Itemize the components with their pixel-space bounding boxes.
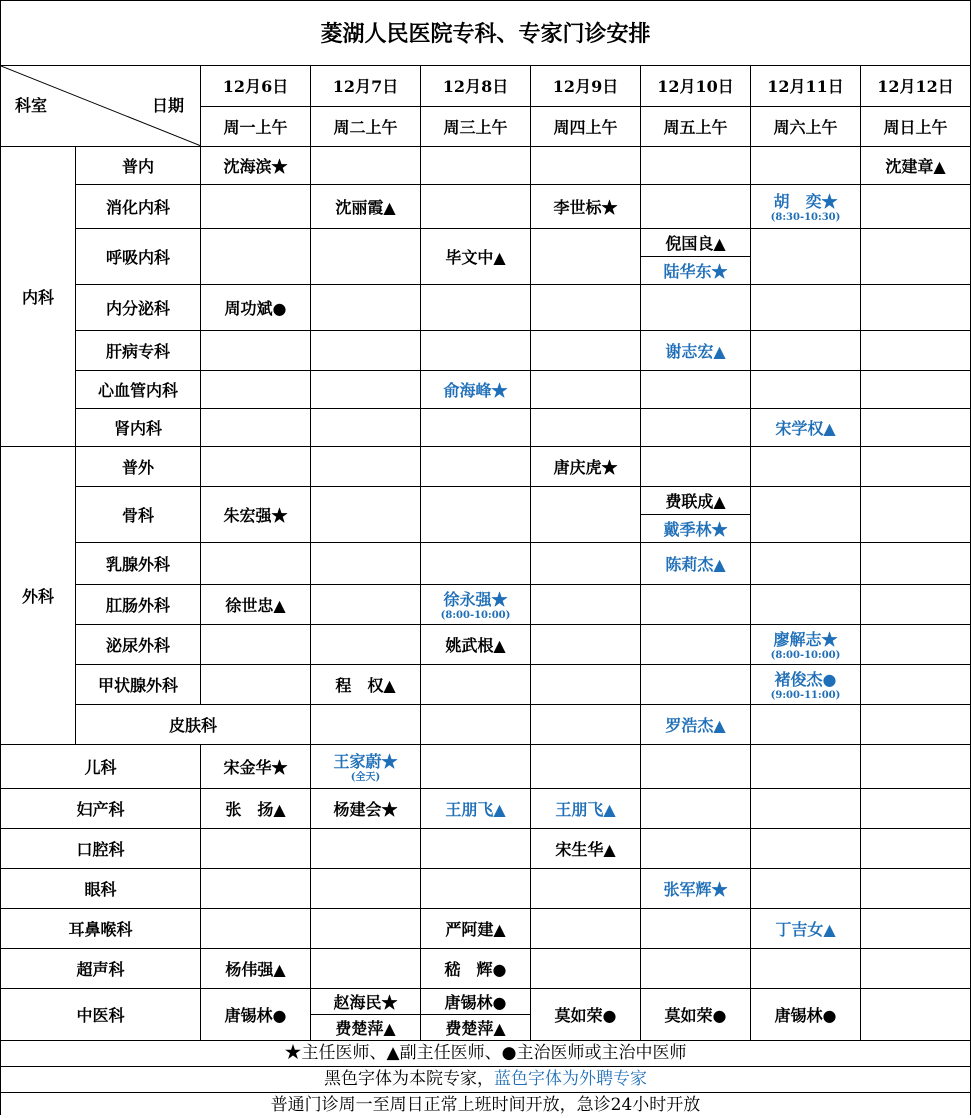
group-waike: 外科 [1, 446, 76, 744]
doctor-cell: 李世标★ [531, 184, 641, 228]
doctor-cell-external [421, 584, 531, 624]
doctor-cell-external: 王朋飞▲ [421, 788, 531, 828]
doctor-cell-external: 谢志宏▲ [641, 330, 751, 370]
header-corner [1, 66, 201, 146]
dept-label: 乳腺外科 [76, 542, 201, 584]
doctor-cell: 徐世忠▲ [201, 584, 311, 624]
doctor-cell: 倪国良▲ [641, 228, 751, 256]
doctor-cell: 沈建章▲ [861, 146, 971, 184]
dept-label: 骨科 [76, 486, 201, 542]
doctor-name: 徐永强★ [443, 590, 508, 609]
doctor-name: 胡 奕★ [773, 192, 838, 211]
doctor-cell: 唐锡林● [421, 988, 531, 1014]
dept-label: 耳鼻喉科 [1, 908, 201, 948]
doctor-cell: 宋生华▲ [531, 828, 641, 868]
doctor-name: 褚俊杰● [774, 670, 837, 689]
clinic-time: (8:00-10:00) [440, 610, 511, 621]
weekday-cell: 周三上午 [421, 106, 531, 146]
dept-label: 普内 [76, 146, 201, 184]
date-cell: 12月11日 [751, 66, 861, 106]
dept-label: 儿科 [1, 744, 201, 788]
note-black: 黑色字体为本院专家， [324, 1068, 494, 1089]
doctor-cell-external: 罗浩杰▲ [641, 704, 751, 744]
dept-label: 泌尿外科 [76, 624, 201, 664]
clinic-time: (8:00-10:00) [770, 650, 841, 661]
dept-label: 心血管内科 [76, 370, 201, 408]
doctor-cell: 杨建会★ [311, 788, 421, 828]
doctor-cell: 嵇 辉● [421, 948, 531, 988]
doctor-cell-external [311, 744, 421, 788]
clinic-time: (9:00-11:00) [770, 690, 841, 701]
date-cell: 12月7日 [311, 66, 421, 106]
dept-label: 超声科 [1, 948, 201, 988]
doctor-cell-external [751, 184, 861, 228]
dept-label: 普外 [76, 446, 201, 486]
doctor-cell: 朱宏强★ [201, 486, 311, 542]
hours-line: 普通门诊周一至周日正常上班时间开放，急诊24小时开放 [1, 1092, 970, 1118]
doctor-cell: 杨伟强▲ [201, 948, 311, 988]
doctor-cell: 宋金华★ [201, 744, 311, 788]
page-title: 菱湖人民医院专科、专家门诊安排 [1, 1, 970, 66]
footer-notes [1, 1041, 970, 1118]
doctor-cell: 毕文中▲ [421, 228, 531, 284]
doctor-cell: 莫如荣● [531, 988, 641, 1040]
doctor-cell: 周功斌● [201, 284, 311, 330]
dept-label: 甲状腺外科 [76, 664, 201, 704]
doctor-cell: 姚武根▲ [421, 624, 531, 664]
dept-label: 中医科 [1, 988, 201, 1040]
doctor-cell: 沈丽霞▲ [311, 184, 421, 228]
weekday-cell: 周日上午 [861, 106, 971, 146]
dept-label: 眼科 [1, 868, 201, 908]
dept-label: 皮肤科 [76, 704, 311, 744]
doctor-cell-external: 王朋飞▲ [531, 788, 641, 828]
dept-label: 消化内科 [76, 184, 201, 228]
doctor-cell: 唐锡林● [751, 988, 861, 1040]
doctor-cell: 莫如荣● [641, 988, 751, 1040]
note-blue: 蓝色字体为外聘专家 [494, 1068, 647, 1089]
weekday-cell: 周五上午 [641, 106, 751, 146]
doctor-cell: 费楚萍▲ [311, 1014, 421, 1040]
doctor-cell-external [751, 664, 861, 704]
doctor-cell-external: 宋学权▲ [751, 408, 861, 446]
date-cell: 12月6日 [201, 66, 311, 106]
dept-label: 肛肠外科 [76, 584, 201, 624]
date-cell: 12月8日 [421, 66, 531, 106]
doctor-cell-external: 丁吉女▲ [751, 908, 861, 948]
doctor-cell: 严阿建▲ [421, 908, 531, 948]
doctor-cell: 张 扬▲ [201, 788, 311, 828]
doctor-name: 廖解志★ [773, 630, 838, 649]
date-cell: 12月12日 [861, 66, 971, 106]
dept-label: 口腔科 [1, 828, 201, 868]
dept-label: 妇产科 [1, 788, 201, 828]
dept-label: 肝病专科 [76, 330, 201, 370]
dept-header-label: 科室 [15, 96, 48, 115]
clinic-time: (8:30-10:30) [770, 212, 841, 223]
doctor-cell: 唐庆虎★ [531, 446, 641, 486]
doctor-cell-external [751, 624, 861, 664]
weekday-cell: 周六上午 [751, 106, 861, 146]
dept-label: 肾内科 [76, 408, 201, 446]
date-cell: 12月10日 [641, 66, 751, 106]
weekday-cell: 周二上午 [311, 106, 421, 146]
doctor-cell-external: 戴季林★ [641, 514, 751, 542]
group-neike: 内科 [1, 146, 76, 446]
weekday-cell: 周一上午 [201, 106, 311, 146]
weekday-cell: 周四上午 [531, 106, 641, 146]
doctor-name: 王家蔚★ [333, 752, 398, 771]
doctor-cell: 费联成▲ [641, 486, 751, 514]
doctor-cell-external: 陆华东★ [641, 256, 751, 284]
date-cell: 12月9日 [531, 66, 641, 106]
dept-label: 内分泌科 [76, 284, 201, 330]
doctor-cell-external: 俞海峰★ [421, 370, 531, 408]
clinic-time: (全天) [350, 772, 381, 783]
font-note-line [1, 1066, 970, 1092]
doctor-cell: 唐锡林● [201, 988, 311, 1040]
doctor-cell-external: 张军辉★ [641, 868, 751, 908]
doctor-cell: 赵海民★ [311, 988, 421, 1014]
doctor-cell: 费楚萍▲ [421, 1014, 531, 1040]
legend-line: ★主任医师、▲副主任医师、●主治医师或主治中医师 [284, 1042, 687, 1063]
doctor-cell: 程 权▲ [311, 664, 421, 704]
doctor-cell: 沈海滨★ [201, 146, 311, 184]
dept-label: 呼吸内科 [76, 228, 201, 284]
date-header-label: 日期 [151, 96, 184, 115]
doctor-cell-external: 陈莉杰▲ [641, 542, 751, 584]
schedule-table [0, 66, 971, 1041]
